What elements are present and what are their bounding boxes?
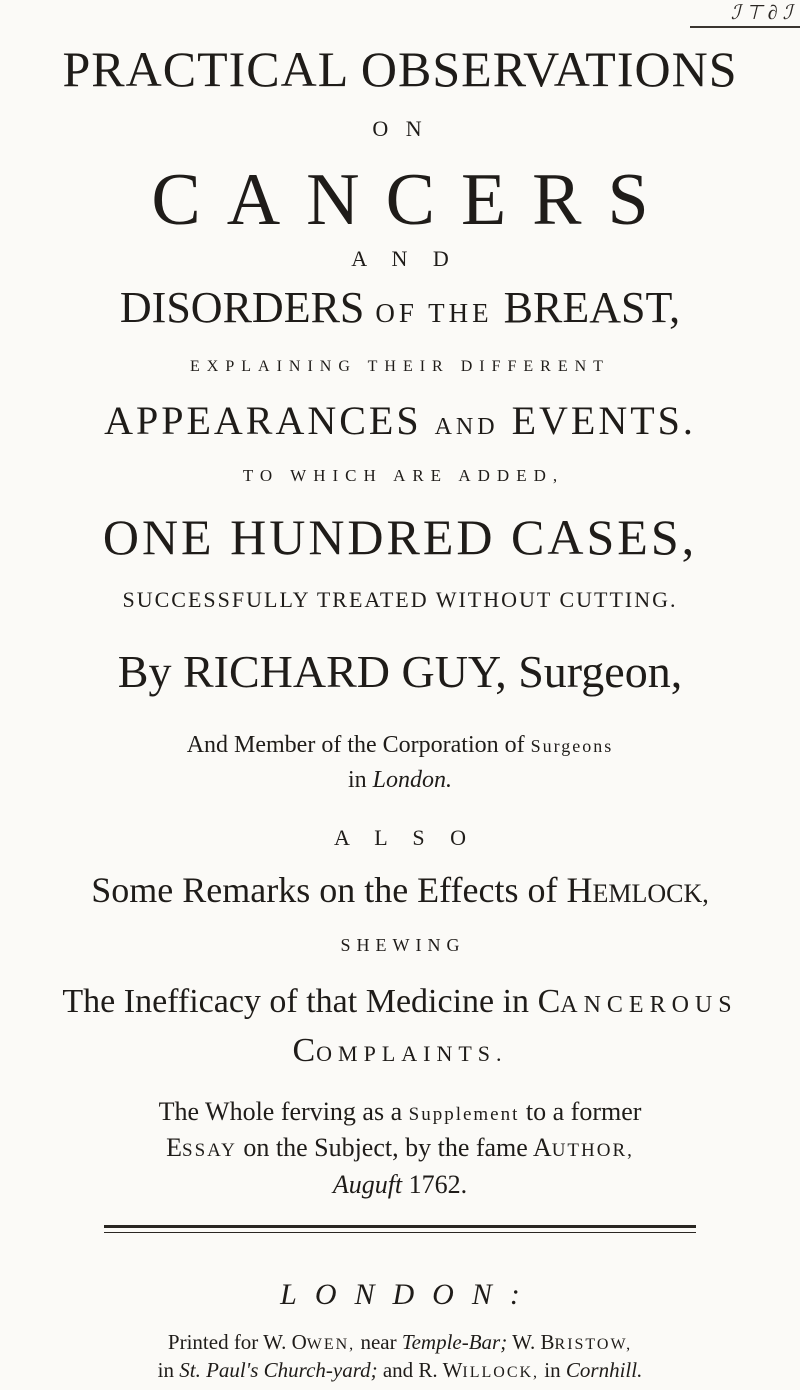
surgeons-word: Surgeons <box>530 736 614 756</box>
title-line-practical-observations: PRACTICAL OBSERVATIONS <box>62 41 738 97</box>
cornhill: Cornhill. <box>565 1358 643 1382</box>
imprint-city: LONDON: <box>280 1278 538 1311</box>
appearances-word: APPEARANCES <box>104 398 422 443</box>
essay-word: ESSAY <box>166 1133 237 1162</box>
title-line-appearances <box>0 397 800 444</box>
year-text: 1762. <box>408 1170 468 1199</box>
pauls-churchyard: St. Paul's Church-yard; <box>179 1358 378 1382</box>
title-line-on: O N <box>372 116 428 141</box>
author-word: AUTHOR, <box>532 1133 634 1162</box>
london-word: London. <box>372 767 453 793</box>
imprint-line-2: in St. Paul's Church-yard; and R. WILLOCK, in Cornhill. <box>157 1358 643 1382</box>
willock-name: WILLOCK, <box>442 1358 540 1382</box>
imprint-line-1: Printed for W. OWEN, near Temple-Bar; W. BRISTOW, <box>167 1330 633 1354</box>
complaints-word: COMPLAINTS. <box>292 1032 508 1069</box>
title-line-explaining: EXPLAINING THEIR DIFFERENT <box>190 358 610 375</box>
handwritten-corner-mark: ℐ ⊤ ∂ ℐ <box>730 2 792 24</box>
owen-name: OWEN, <box>291 1330 356 1354</box>
breast-word: BREAST, <box>503 283 681 332</box>
of-the-word: OF THE <box>375 298 493 328</box>
shewing-label: SHEWING <box>340 935 466 955</box>
author-london-line <box>0 767 800 794</box>
corner-rule <box>690 26 800 28</box>
title-line-cancers: CANCERS <box>151 159 675 241</box>
remarks-text: Some Remarks on the Effects of <box>91 870 558 910</box>
inefficacy-text: The Inefficacy of that Medicine in <box>62 983 530 1020</box>
also-label: A L S O <box>334 825 476 850</box>
double-rule-thick <box>104 1225 696 1228</box>
hemlock-word: HEMLOCK, <box>566 870 709 910</box>
cancerous-word: CANCEROUS <box>537 983 738 1020</box>
complaints-line <box>0 1032 800 1070</box>
events-word: EVENTS. <box>511 398 696 443</box>
inefficacy-line <box>0 983 800 1021</box>
title-line-hundred-cases: ONE HUNDRED CASES, <box>102 509 698 565</box>
member-text: And Member of the Corporation of <box>186 732 525 758</box>
temple-bar: Temple-Bar; <box>401 1330 508 1354</box>
supplement-word: Supplement <box>408 1104 520 1125</box>
remarks-line <box>0 869 800 911</box>
supplement-line-2: ESSAY on the Subject, by the fame AUTHOR, <box>166 1133 634 1162</box>
month-word: Auguft <box>332 1170 403 1199</box>
title-line-to-which: TO WHICH ARE ADDED, <box>242 466 565 485</box>
and-small-word: AND <box>434 414 499 440</box>
double-rule-thin <box>104 1232 696 1233</box>
date-line <box>0 1170 800 1200</box>
title-line-disorders <box>0 282 800 333</box>
supplement-line-1: The Whole ferving as a Supplement to a former <box>158 1097 642 1126</box>
in-word: in <box>347 767 367 793</box>
bristow-name: BRISTOW, <box>540 1330 633 1354</box>
title-line-successfully: SUCCESSFULLY TREATED WITHOUT CUTTING. <box>122 587 678 612</box>
author-by-line: By RICHARD GUY, Surgeon, <box>117 646 683 697</box>
author-member-line <box>0 732 800 759</box>
disorders-word: DISORDERS <box>119 283 365 332</box>
title-line-and: A N D <box>351 246 459 271</box>
